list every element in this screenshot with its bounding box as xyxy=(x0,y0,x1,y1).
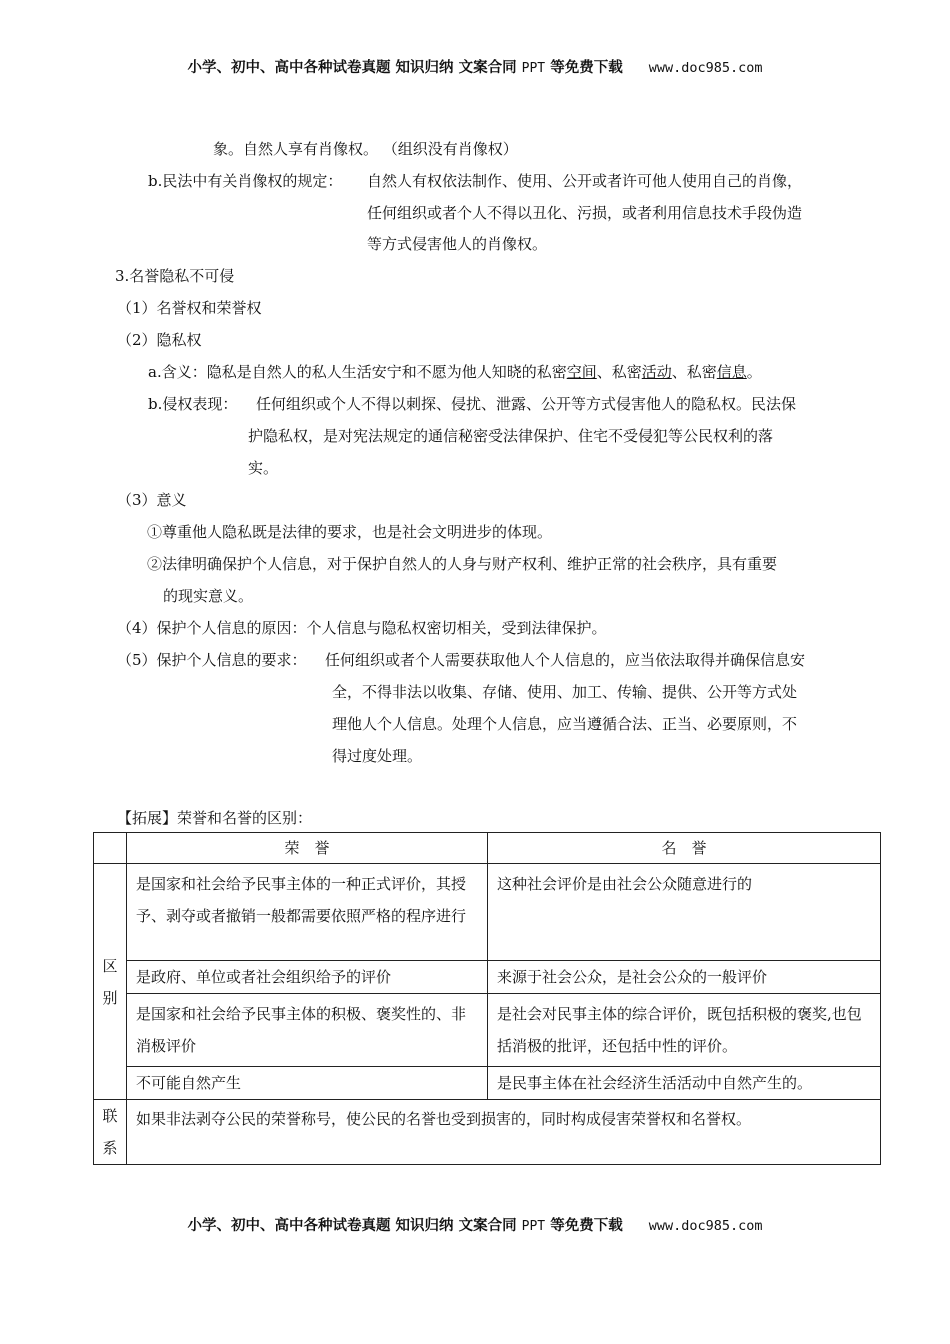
subsection-5-line-4: 得过度处理。 xyxy=(332,747,423,765)
reputation-cell: 这种社会评价是由社会公众随意进行的 xyxy=(488,864,881,961)
header-ppt: PPT xyxy=(521,61,546,76)
footer-title-end: 等免费下载 xyxy=(545,1218,623,1234)
reputation-cell: 是民事主体在社会经济生活活动中自然产生的。 xyxy=(488,1067,881,1100)
portrait-b-line-1: 自然人有权依法制作、使用、公开或者许可他人使用自己的肖像， xyxy=(367,172,803,190)
honor-cell: 是国家和社会给予民事主体的积极、褒奖性的、非消极评价 xyxy=(127,994,488,1067)
privacy-end: 。 xyxy=(746,363,762,381)
table-row xyxy=(94,994,881,1067)
privacy-b-line-2: 护隐私权，是对宪法规定的通信秘密受法律保护、住宅不受侵犯等公民权利的落 xyxy=(248,427,774,445)
header-reputation: 名 誉 xyxy=(488,833,881,864)
connection-label: 联 系 xyxy=(94,1100,127,1165)
footer-ppt: PPT xyxy=(521,1219,546,1234)
footer-url[interactable]: www.doc985.com xyxy=(648,1218,763,1234)
header-url[interactable]: www.doc985.com xyxy=(648,60,763,76)
privacy-activity-term: 活动 xyxy=(641,363,672,381)
reputation-cell: 来源于社会公众，是社会公众的一般评价 xyxy=(488,961,881,994)
table-row xyxy=(94,864,881,961)
honor-reputation-table xyxy=(93,832,881,1165)
honor-cell: 是国家和社会给予民事主体的一种正式评价，其授予、剥夺或者撤销一般都需要依照严格的程序进行 xyxy=(127,864,488,961)
privacy-definition xyxy=(148,361,762,383)
section-3-heading: 3.名誉隐私不可侵 xyxy=(115,267,235,285)
table-header-row xyxy=(94,833,881,864)
reputation-cell: 是社会对民事主体的综合评价，既包括积极的褒奖,也包括消极的批评，还包括中性的评价。 xyxy=(488,994,881,1067)
privacy-b-line-3: 实。 xyxy=(248,459,279,477)
table-row xyxy=(94,1067,881,1100)
privacy-sep-2: 、私密 xyxy=(671,363,717,381)
subsection-4: （4）保护个人信息的原因：个人信息与隐私权密切相关，受到法律保护。 xyxy=(117,619,607,637)
extension-title: 【拓展】荣誉和名誉的区别： xyxy=(117,809,313,827)
subsection-5-line-1: 任何组织或者个人需要获取他人个人信息的，应当依法取得并确保信息安 xyxy=(325,651,806,669)
header-honor: 荣 誉 xyxy=(127,833,488,864)
subsection-5-line-3: 理他人个人信息。处理个人信息，应当遵循合法、正当、必要原则，不 xyxy=(332,715,798,733)
privacy-sep-1: 、私密 xyxy=(596,363,642,381)
portrait-b-line-3: 等方式侵害他人的肖像权。 xyxy=(367,235,548,253)
privacy-info-term: 信息 xyxy=(716,363,747,381)
footer-title: 小学、初中、高中各种试卷真题 知识归纳 文案合同 xyxy=(187,1218,522,1234)
connection-text: 如果非法剥夺公民的荣誉称号，使公民的名誉也受到损害的，同时构成侵害荣誉权和名誉权。 xyxy=(127,1100,881,1165)
privacy-definition-text: a.含义：隐私是自然人的私人生活安宁和不愿为他人知晓的私密 xyxy=(148,363,567,381)
table-row xyxy=(94,961,881,994)
subsection-5-line-2: 全，不得非法以收集、存储、使用、加工、传输、提供、公开等方式处 xyxy=(332,683,798,701)
subsection-3: （3）意义 xyxy=(117,491,187,509)
header-title: 小学、初中、高中各种试卷真题 知识归纳 文案合同 xyxy=(187,60,522,76)
table-row-link xyxy=(94,1100,881,1165)
subsection-5-label: （5）保护个人信息的要求： xyxy=(117,651,307,669)
honor-cell: 不可能自然产生 xyxy=(127,1067,488,1100)
page-header xyxy=(0,56,950,77)
privacy-b-label: b.侵权表现： xyxy=(148,395,238,413)
meaning-2: ②法律明确保护个人信息，对于保护自然人的人身与财产权利、维护正常的社会秩序，具有重要 xyxy=(147,555,778,573)
subsection-2: （2）隐私权 xyxy=(117,331,202,349)
table-corner-cell xyxy=(94,833,127,864)
header-title-end: 等免费下载 xyxy=(545,60,623,76)
subsection-1: （1）名誉权和荣誉权 xyxy=(117,299,262,317)
privacy-space-term: 空间 xyxy=(566,363,597,381)
portrait-continuation: 象。自然人享有肖像权。 （组织没有肖像权） xyxy=(213,140,518,158)
difference-label: 区 别 xyxy=(94,864,127,1100)
portrait-b-line-2: 任何组织或者个人不得以丑化、污损，或者利用信息技术手段伪造 xyxy=(367,204,803,222)
page-footer xyxy=(0,1214,950,1235)
meaning-2-cont: 的现实意义。 xyxy=(163,587,254,605)
portrait-b-label: b.民法中有关肖像权的规定： xyxy=(148,172,343,190)
meaning-1: ①尊重他人隐私既是法律的要求，也是社会文明进步的体现。 xyxy=(147,523,553,541)
privacy-b-line-1: 任何组织或个人不得以刺探、侵扰、泄露、公开等方式侵害他人的隐私权。民法保 xyxy=(256,395,797,413)
honor-cell: 是政府、单位或者社会组织给予的评价 xyxy=(127,961,488,994)
